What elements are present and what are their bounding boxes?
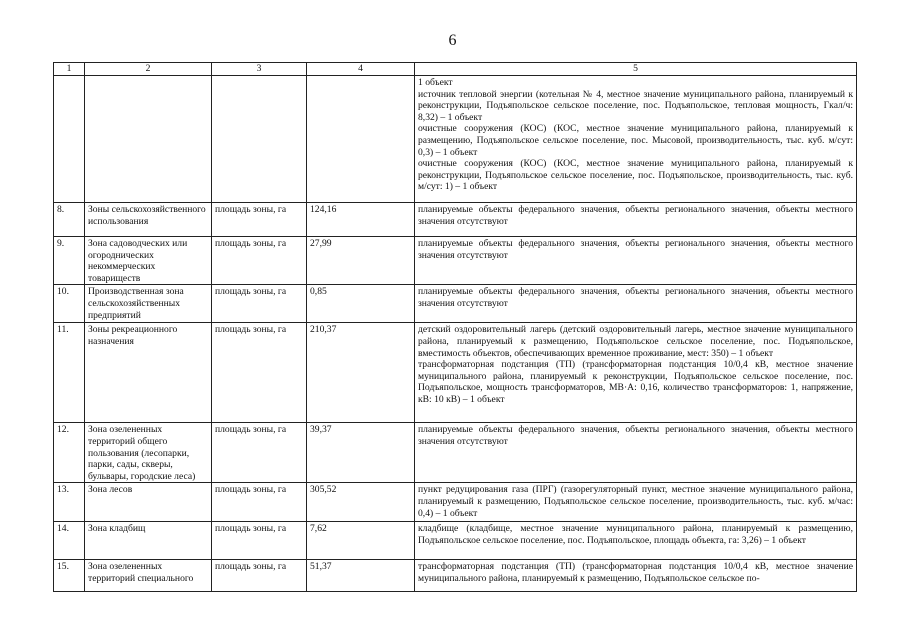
measure-unit: площадь зоны, га	[212, 203, 307, 237]
zone-name: Зона садоводческих или огороднических некоммерческих товариществ	[85, 237, 212, 285]
column-header: 2	[85, 63, 212, 76]
planned-object-item: планируемые объекты федерального значения, объекты регионального значения, объекты местного значения отсутствуют	[418, 286, 853, 309]
row-number	[54, 76, 85, 203]
row-number: 11.	[54, 323, 85, 423]
row-number: 14.	[54, 522, 85, 560]
zone-area: 7,62	[307, 522, 415, 560]
measure-unit: площадь зоны, га	[212, 423, 307, 483]
measure-unit: площадь зоны, га	[212, 560, 307, 592]
planned-objects	[415, 323, 857, 423]
planned-object-item: пункт редуцирования газа (ПРГ) (газорегуляторный пункт, местное значение муниципального района, планируемый к размещению, Подъяпольское сельское поселение, производительность, тыс. куб. м/час: 0,4) – 1 объект	[418, 484, 853, 519]
zone-area: 39,37	[307, 423, 415, 483]
measure-unit	[212, 76, 307, 203]
table-row	[54, 323, 857, 423]
planned-object-item: 1 объект	[418, 77, 453, 88]
zone-name: Зоны рекреационного назначения	[85, 323, 212, 423]
zone-name: Зона лесов	[85, 483, 212, 522]
row-number: 8.	[54, 203, 85, 237]
table-row	[54, 237, 857, 285]
row-number: 13.	[54, 483, 85, 522]
table-row	[54, 203, 857, 237]
table-row	[54, 285, 857, 323]
column-header: 5	[415, 63, 857, 76]
zone-name: Зона кладбищ	[85, 522, 212, 560]
zone-area: 27,99	[307, 237, 415, 285]
planned-object-item: трансформаторная подстанция (ТП) (трансформаторная подстанция 10/0,4 кВ, местное значение муниципального района, планируемый к размещению, Подъяпольское сельское по-	[418, 561, 853, 584]
planned-objects	[415, 483, 857, 522]
measure-unit: площадь зоны, га	[212, 285, 307, 323]
planned-objects	[415, 237, 857, 285]
table-row	[54, 423, 857, 483]
zones-table-body	[54, 63, 857, 592]
zone-name: Производственная зона сельскохозяйственных предприятий	[85, 285, 212, 323]
table-row	[54, 76, 857, 203]
planned-objects	[415, 560, 857, 592]
planned-object-item: кладбище (кладбище, местное значение муниципального района, планируемый к размещению, Подъяпольское сельское поселение, пос. Подъяпольское, площадь объекта, га: 3,26) – 1 объект	[418, 523, 853, 546]
measure-unit: площадь зоны, га	[212, 323, 307, 423]
planned-objects	[415, 203, 857, 237]
page-number: 6	[448, 32, 457, 49]
planned-object-item: детский оздоровительный лагерь (детский оздоровительный лагерь, местное значение муниципального района, планируемый к размещению, Подъяпольское сельское поселение, пос. Подъяпольское, вместимость объектов, обеспечивающих временное проживание, мест: 350) – 1 объект	[418, 324, 853, 359]
planned-object-item: планируемые объекты федерального значения, объекты регионального значения, объекты местного значения отсутствуют	[418, 204, 853, 227]
zone-area: 210,37	[307, 323, 415, 423]
zones-table	[53, 62, 857, 592]
planned-object-item: очистные сооружения (КОС) (КОС, местное значение муниципального района, планируемый к реконструкции, Подъяпольское сельское поселение, пос. Подъяпольское, производительность, тыс. куб. м/сут: 1) – 1 объект	[418, 158, 853, 193]
planned-objects	[415, 76, 857, 203]
row-number: 10.	[54, 285, 85, 323]
row-number: 15.	[54, 560, 85, 592]
table-row	[54, 483, 857, 522]
zone-area: 124,16	[307, 203, 415, 237]
table-row	[54, 560, 857, 592]
zone-area	[307, 76, 415, 203]
zone-area: 51,37	[307, 560, 415, 592]
measure-unit: площадь зоны, га	[212, 483, 307, 522]
planned-objects	[415, 522, 857, 560]
zone-name: Зона озелененных территорий специального	[85, 560, 212, 592]
zone-area: 0,85	[307, 285, 415, 323]
table-row	[54, 522, 857, 560]
planned-object-item: планируемые объекты федерального значения, объекты регионального значения, объекты местного значения отсутствуют	[418, 424, 853, 447]
planned-objects	[415, 423, 857, 483]
table-header-row	[54, 63, 857, 76]
column-header: 4	[307, 63, 415, 76]
zone-name: Зоны сельскохозяйственного использования	[85, 203, 212, 237]
zone-area: 305,52	[307, 483, 415, 522]
measure-unit: площадь зоны, га	[212, 522, 307, 560]
measure-unit: площадь зоны, га	[212, 237, 307, 285]
column-header: 1	[54, 63, 85, 76]
planned-object-item: очистные сооружения (КОС) (КОС, местное значение муниципального района, планируемый к размещению, Подъяпольское сельское поселение, пос. Мысовой, производительность, тыс. куб. м/сут: 0,3) – 1 объект	[418, 123, 853, 158]
column-header: 3	[212, 63, 307, 76]
row-number: 9.	[54, 237, 85, 285]
planned-objects	[415, 285, 857, 323]
planned-object-item: источник тепловой энергии (котельная № 4, местное значение муниципального района, планируемый к реконструкции, Подъяпольское сельское поселение, пос. Подъяпольское, тепловая мощность, Гкал/ч: 8,32) – 1 объект	[418, 88, 853, 123]
zone-name: Зона озелененных территорий общего пользования (лесопарки, парки, сады, скверы, бульвары, городские леса)	[85, 423, 212, 483]
zone-name	[85, 76, 212, 203]
row-number: 12.	[54, 423, 85, 483]
planned-object-item: трансформаторная подстанция (ТП) (трансформаторная подстанция 10/0,4 кВ, местное значение муниципального района, планируемый к реконструкции, Подъяпольское сельское поселение, пос. Подъяпольское, мощность трансформаторов, МВ·А: 0,16, количество трансформаторов: 1, напряжение, кВ: 10 кВ) – 1 объект	[418, 359, 853, 405]
planned-object-item: планируемые объекты федерального значения, объекты регионального значения, объекты местного значения отсутствуют	[418, 238, 853, 261]
